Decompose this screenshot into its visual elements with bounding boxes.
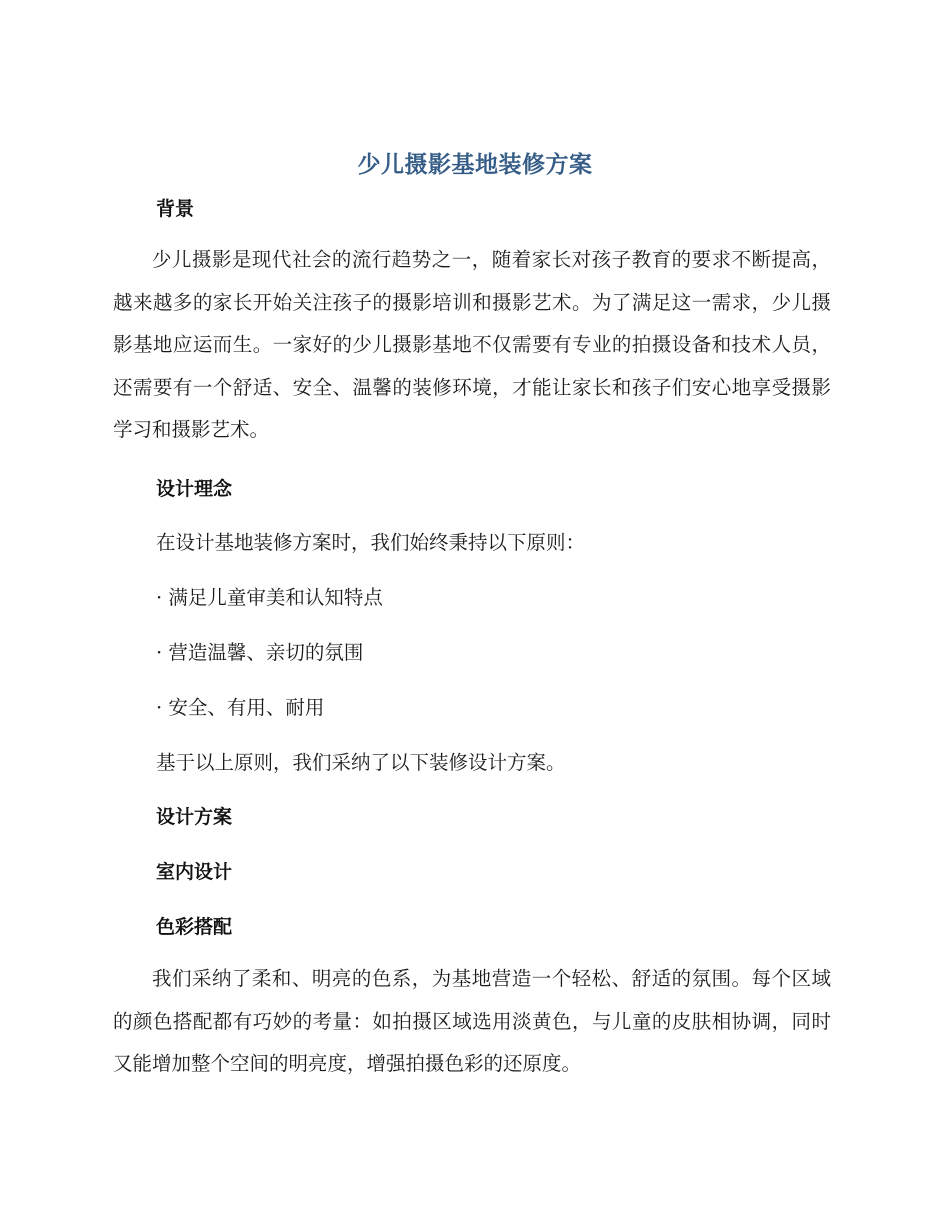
paragraph-design-conclusion: 基于以上原则，我们采纳了以下装修设计方案。 [156,751,566,774]
heading-background: 背景 [156,198,195,220]
document-title: 少儿摄影基地装修方案 [357,152,593,178]
paragraph-color-scheme: 我们采纳了柔和、明亮的色系，为基地营造一个轻松、舒适的氛围。每个区域的颜色搭配都有巧妙的考量：如拍摄区域选用淡黄色，与儿童的皮肤相协调，同时又能增加整个空间的明亮度，增强拍摄色彩的还原度。 [113,967,831,1075]
heading-design-plan: 设计方案 [156,806,233,828]
bullet-item-2: · 营造温馨、亲切的氛围 [156,641,364,664]
paragraph-background: 少儿摄影是现代社会的流行趋势之一，随着家长对孩子教育的要求不断提高，越来越多的家长开始关注孩子的摄影培训和摄影艺术。为了满足这一需求，少儿摄影基地应运而生。一家好的少儿摄影基地不仅需要有专业的拍摄设备和技术人员，还需要有一个舒适、安全、温馨的装修环境，才能让家长和孩子们安心地享受摄影学习和摄影艺术。 [113,248,831,441]
bullet-item-3: · 安全、有用、耐用 [156,696,325,719]
heading-design-concept: 设计理念 [156,478,233,500]
paragraph-design-intro: 在设计基地装修方案时，我们始终秉持以下原则： [156,531,586,554]
bullet-item-1: · 满足儿童审美和认知特点 [156,586,383,609]
heading-color-scheme: 色彩搭配 [156,916,233,938]
heading-interior-design: 室内设计 [156,861,233,883]
